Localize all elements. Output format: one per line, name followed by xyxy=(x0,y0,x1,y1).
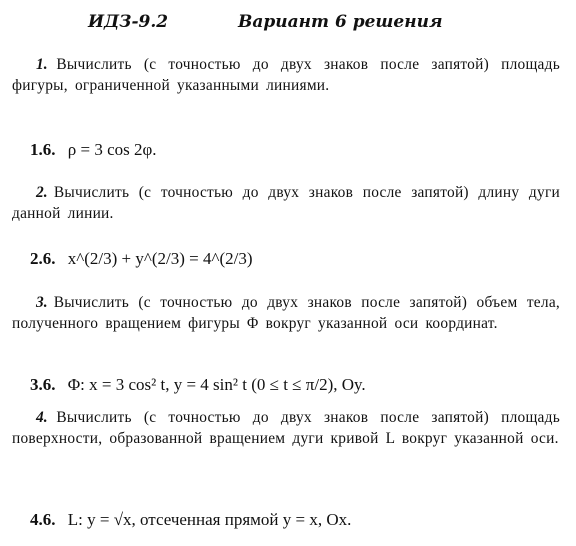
task-4-number: 4. xyxy=(36,409,48,426)
answer-3-label: 3.6. xyxy=(30,375,56,394)
task-1 xyxy=(12,54,560,96)
task-2-text: Вычислить (с точностью до двух знаков после запятой) длину дуги данной линии. xyxy=(12,184,560,222)
variant-title: Вариант 6 решения xyxy=(238,12,443,32)
answer-3 xyxy=(30,375,366,395)
task-2-number: 2. xyxy=(36,184,48,201)
task-3-text: Вычислить (с точностью до двух знаков после запятой) объем тела, полученного вращением фигуры Φ вокруг указанной оси координат. xyxy=(12,294,560,332)
document-header xyxy=(0,8,576,38)
answer-4 xyxy=(30,510,351,530)
answer-4-formula: L: y = √x, отсеченная прямой y = x, Ox. xyxy=(67,510,352,529)
task-4 xyxy=(12,407,560,449)
answer-2 xyxy=(30,249,253,269)
answer-1-formula: ρ = 3 cos 2φ. xyxy=(67,140,157,159)
answer-3-formula: Φ: x = 3 cos² t, y = 4 sin² t (0 ≤ t ≤ π/2), Oy. xyxy=(67,375,366,394)
answer-1 xyxy=(30,140,157,160)
task-2 xyxy=(12,182,560,224)
task-1-number: 1. xyxy=(36,56,48,73)
task-3-number: 3. xyxy=(36,294,48,311)
answer-2-label: 2.6. xyxy=(30,249,56,268)
answer-4-label: 4.6. xyxy=(30,510,56,529)
task-4-text: Вычислить (с точностью до двух знаков после запятой) площадь поверхности, образованной вращением дуги кривой L вокруг указанной оси. xyxy=(12,409,560,447)
assignment-id: ИДЗ-9.2 xyxy=(88,12,169,32)
answer-2-formula: x^(2/3) + y^(2/3) = 4^(2/3) xyxy=(67,249,253,268)
answer-1-label: 1.6. xyxy=(30,140,56,159)
task-3 xyxy=(12,292,560,334)
task-1-text: Вычислить (с точностью до двух знаков после запятой) площадь фигуры, ограниченной указанными линиями. xyxy=(12,56,560,94)
